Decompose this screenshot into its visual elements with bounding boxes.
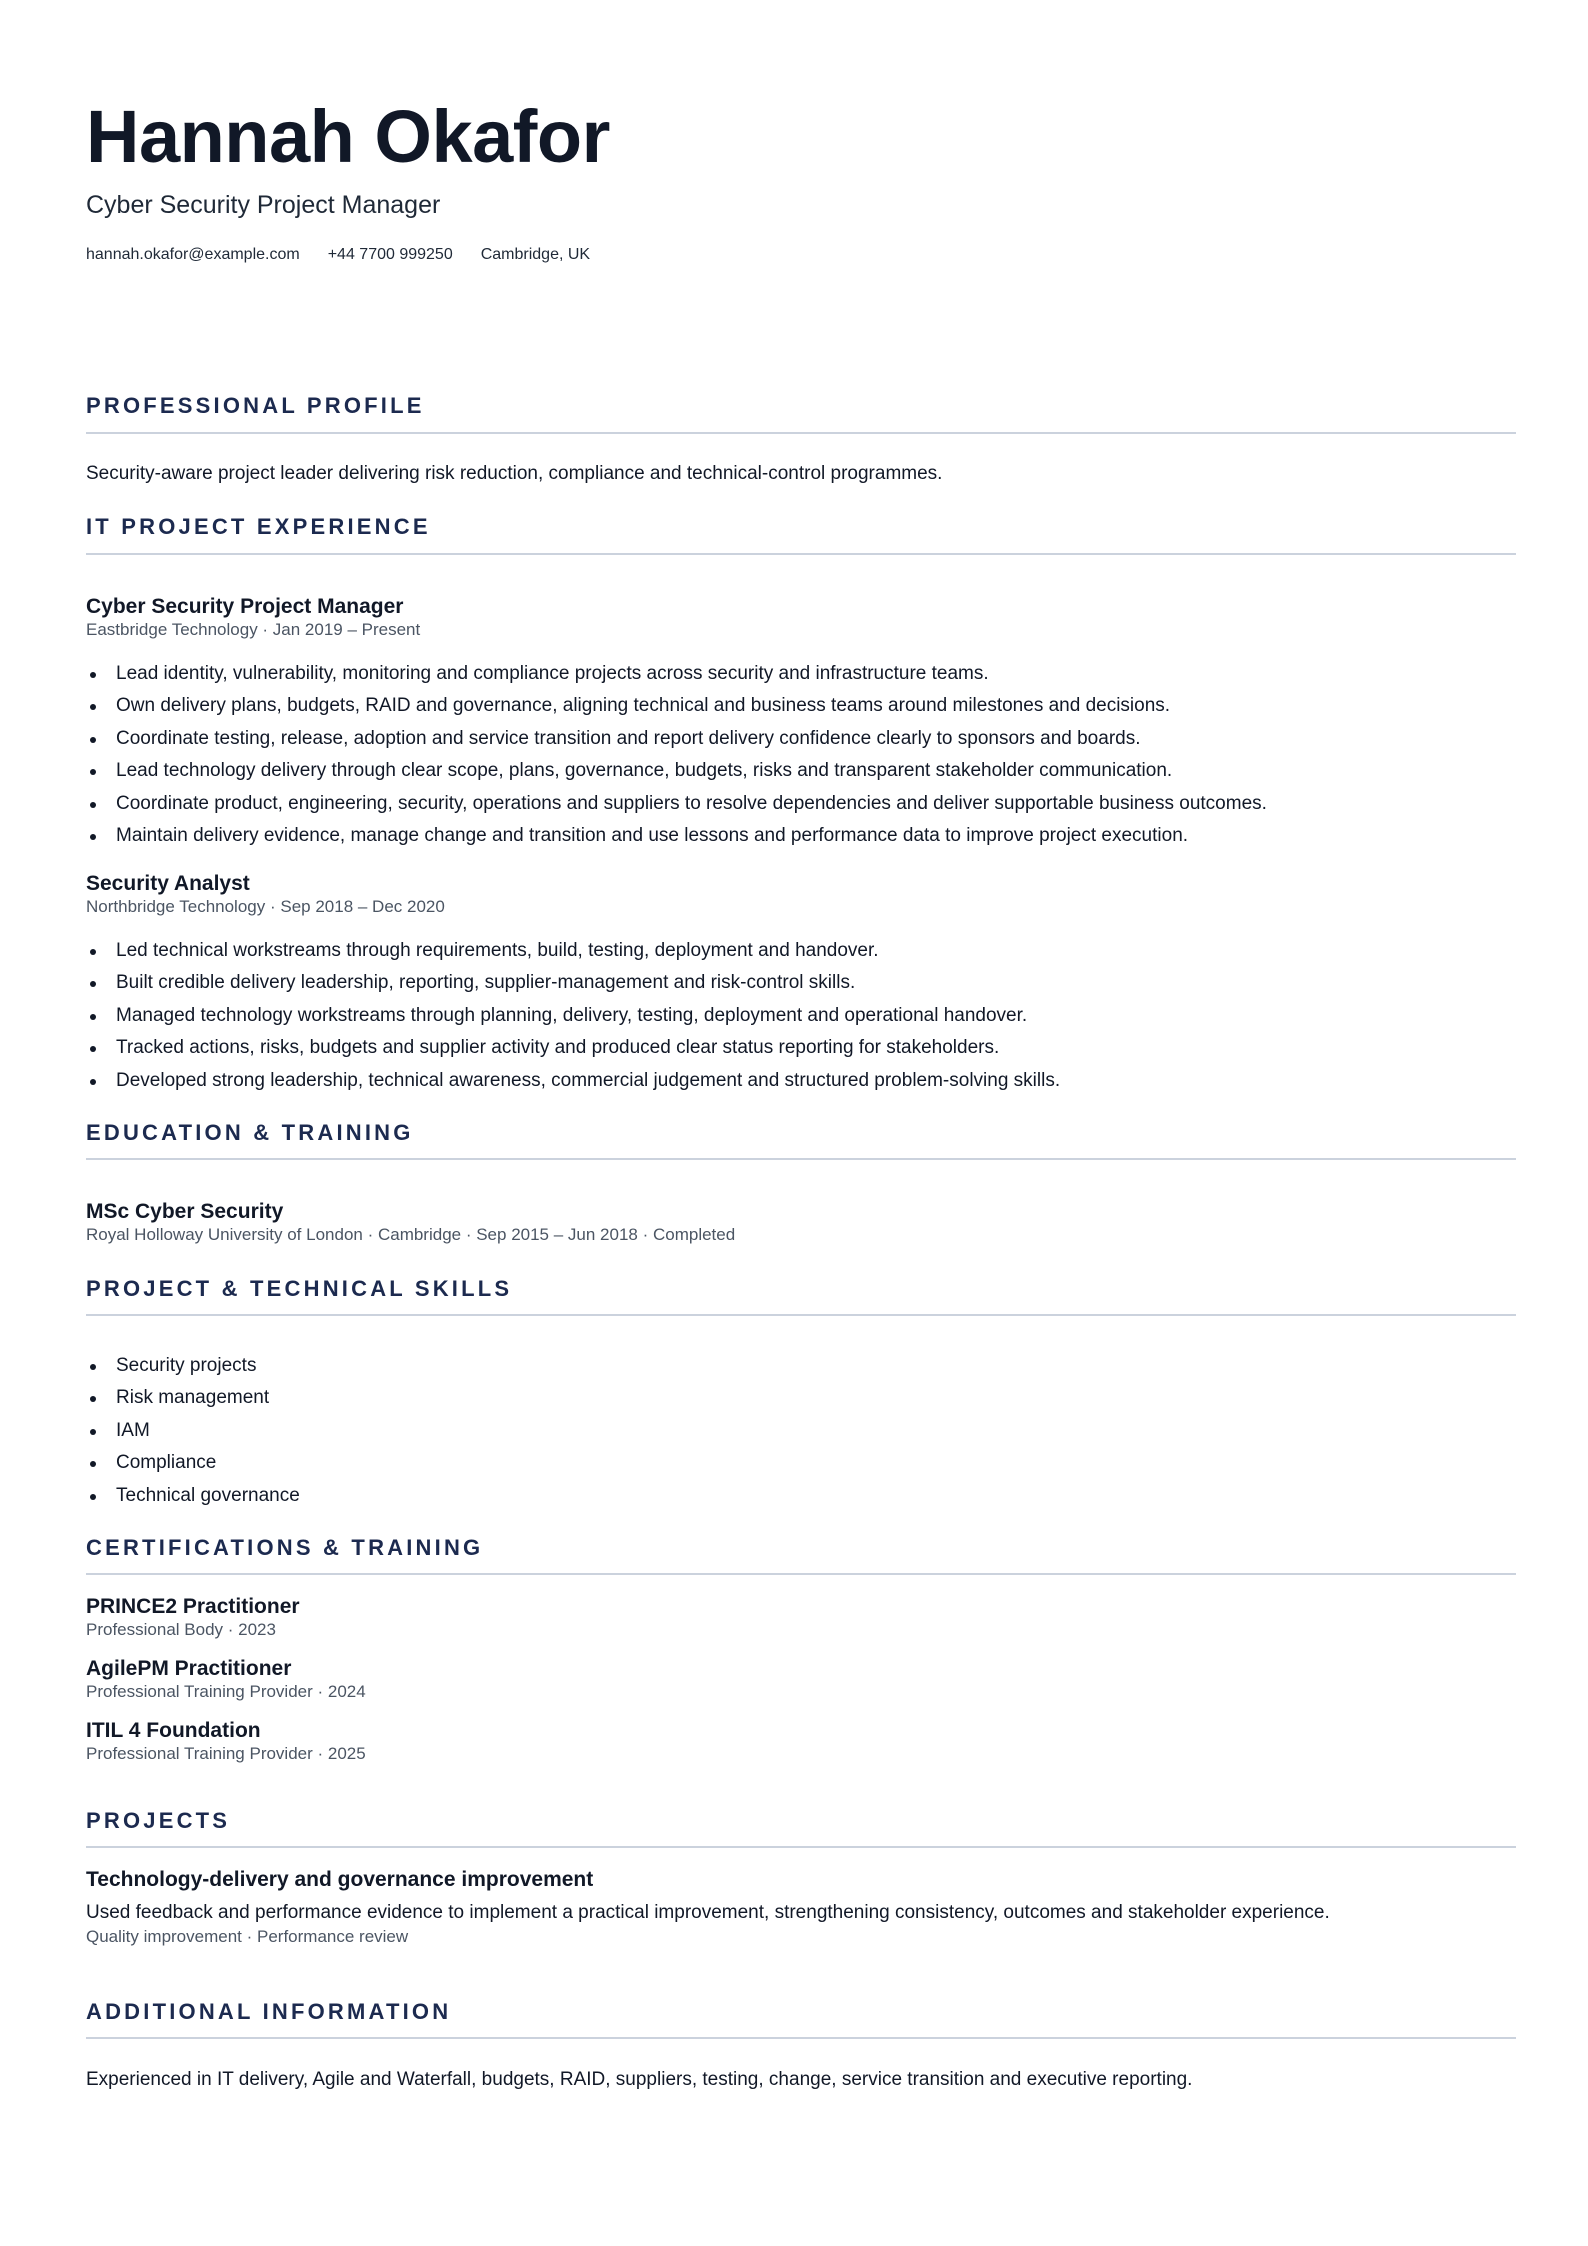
candidate-name: Hannah Okafor: [86, 95, 610, 178]
job-bullets: [86, 935, 1060, 1097]
cert-meta: Professional Training Provider · 2024: [86, 1682, 366, 1701]
section-divider: [86, 553, 1516, 555]
job-bullet: Led technical workstreams through requirements, build, testing, deployment and handover.: [86, 935, 1060, 967]
section-divider: [86, 1573, 1516, 1575]
skills-list: [86, 1350, 300, 1512]
skill-item: IAM: [86, 1415, 300, 1447]
degree-meta: Royal Holloway University of London · Cambridge · Sep 2015 – Jun 2018 · Completed: [86, 1225, 736, 1244]
contact-location: Cambridge, UK: [480, 246, 591, 263]
additional-text: Experienced in IT delivery, Agile and Waterfall, budgets, RAID, suppliers, testing, change, service transition and executive reporting.: [86, 2069, 1193, 2090]
section-divider: [86, 2037, 1516, 2039]
section-heading-skills: PROJECT & TECHNICAL SKILLS: [86, 1276, 513, 1301]
job-bullet: Lead technology delivery through clear scope, plans, governance, budgets, risks and transparent stakeholder communication.: [86, 755, 1267, 787]
job-meta: Eastbridge Technology · Jan 2019 – Present: [86, 620, 421, 639]
job-bullet: Lead identity, vulnerability, monitoring and compliance projects across security and infrastructure teams.: [86, 658, 1267, 690]
job-bullet: Built credible delivery leadership, reporting, supplier-management and risk-control skills.: [86, 967, 1060, 999]
profile-summary: Security-aware project leader delivering risk reduction, compliance and technical-control programmes.: [86, 463, 943, 484]
job-bullets: [86, 658, 1267, 852]
cert-meta: Professional Body · 2023: [86, 1620, 276, 1639]
job-title: Cyber Security Project Manager: [86, 595, 404, 618]
section-divider: [86, 1158, 1516, 1160]
job-bullet: Coordinate testing, release, adoption and service transition and report delivery confidence clearly to sponsors and boards.: [86, 723, 1267, 755]
section-divider: [86, 1314, 1516, 1316]
section-divider: [86, 432, 1516, 434]
project-title: Technology-delivery and governance improvement: [86, 1868, 594, 1891]
section-divider: [86, 1846, 1516, 1848]
job-bullet: Managed technology workstreams through planning, delivery, testing, deployment and operational handover.: [86, 1000, 1060, 1032]
project-tags: Quality improvement · Performance review: [86, 1927, 409, 1946]
contact-line: [86, 244, 590, 266]
job-bullet: Own delivery plans, budgets, RAID and governance, aligning technical and business teams around milestones and decisions.: [86, 690, 1267, 722]
cert-title: ITIL 4 Foundation: [86, 1719, 261, 1742]
candidate-role: Cyber Security Project Manager: [86, 191, 441, 219]
skill-item: Technical governance: [86, 1480, 300, 1512]
job-bullet: Coordinate product, engineering, security, operations and suppliers to resolve dependencies and deliver supportable business outcomes.: [86, 788, 1267, 820]
job-bullet: Maintain delivery evidence, manage change and transition and use lessons and performance data to improve project execution.: [86, 820, 1267, 852]
project-description: Used feedback and performance evidence to implement a practical improvement, strengthening consistency, outcomes and stakeholder experience.: [86, 1902, 1330, 1923]
job-bullet: Tracked actions, risks, budgets and supplier activity and produced clear status reporting for stakeholders.: [86, 1032, 1060, 1064]
job-meta: Northbridge Technology · Sep 2018 – Dec 2020: [86, 897, 445, 916]
skill-item: Security projects: [86, 1350, 300, 1382]
job-bullet: Developed strong leadership, technical awareness, commercial judgement and structured problem-solving skills.: [86, 1065, 1060, 1097]
cert-meta: Professional Training Provider · 2025: [86, 1744, 366, 1763]
skill-item: Compliance: [86, 1447, 300, 1479]
skill-item: Risk management: [86, 1382, 300, 1414]
section-heading-projects: PROJECTS: [86, 1808, 231, 1833]
cert-title: AgilePM Practitioner: [86, 1657, 292, 1680]
section-heading-education: EDUCATION & TRAINING: [86, 1120, 414, 1145]
degree-title: MSc Cyber Security: [86, 1200, 284, 1223]
section-heading-experience: IT PROJECT EXPERIENCE: [86, 514, 431, 539]
section-heading-profile: PROFESSIONAL PROFILE: [86, 393, 425, 418]
cert-title: PRINCE2 Practitioner: [86, 1595, 300, 1618]
section-heading-additional: ADDITIONAL INFORMATION: [86, 1999, 452, 2024]
contact-phone: +44 7700 999250: [327, 246, 453, 263]
section-heading-certifications: CERTIFICATIONS & TRAINING: [86, 1535, 484, 1560]
job-title: Security Analyst: [86, 872, 250, 895]
contact-email: hannah.okafor@example.com: [86, 246, 300, 263]
